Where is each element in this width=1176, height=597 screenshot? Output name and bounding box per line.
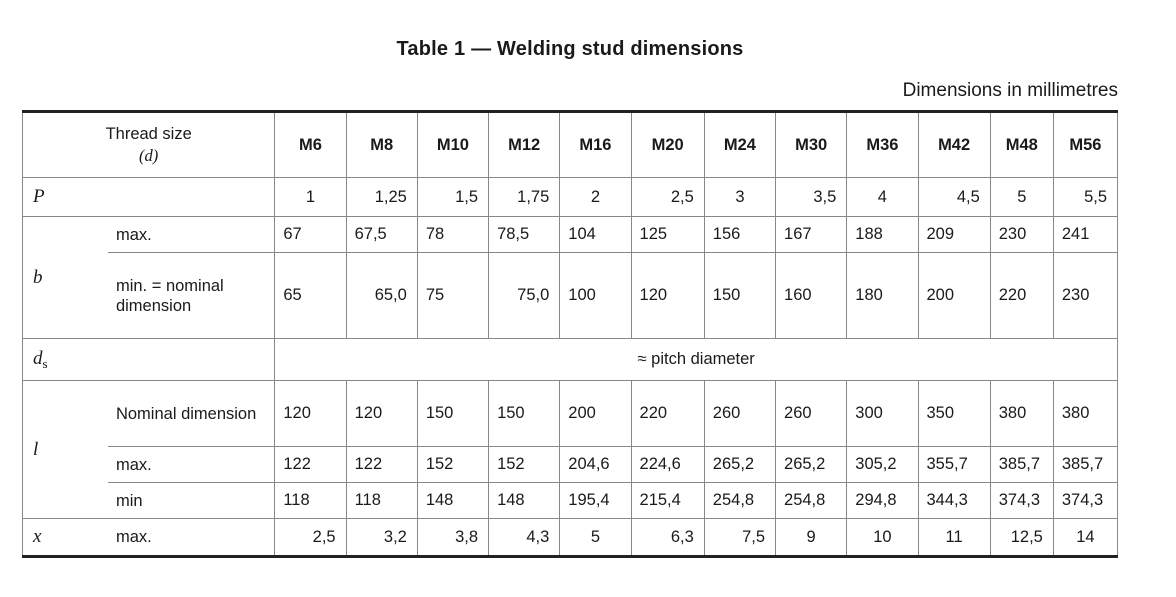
size-header: M6	[275, 112, 346, 178]
b-min-value: 75,0	[489, 253, 560, 339]
p-value: 3,5	[776, 178, 847, 217]
b-max-value: 67,5	[346, 217, 417, 253]
thread-size-label: Thread size	[105, 125, 192, 143]
size-header: M12	[489, 112, 560, 178]
x-value: 3,2	[346, 519, 417, 557]
x-value: 3,8	[417, 519, 488, 557]
ds-symbol-subscript: s	[42, 355, 48, 371]
b-min-value: 65,0	[346, 253, 417, 339]
l-min-value: 254,8	[776, 483, 847, 519]
thread-size-symbol: (d)	[139, 146, 159, 165]
size-header: M10	[417, 112, 488, 178]
table-row-l-nominal	[23, 381, 1118, 447]
table-row-l-max	[23, 447, 1118, 483]
x-value: 11	[918, 519, 990, 557]
p-value: 1	[275, 178, 346, 217]
size-header: M36	[847, 112, 918, 178]
p-value: 2,5	[631, 178, 704, 217]
p-value: 4,5	[918, 178, 990, 217]
thread-size-header	[23, 112, 275, 178]
l-min-value: 374,3	[1053, 483, 1117, 519]
p-value: 1,5	[417, 178, 488, 217]
l-max-value: 224,6	[631, 447, 704, 483]
l-max-label: max.	[108, 447, 275, 483]
b-min-value: 200	[918, 253, 990, 339]
size-header: M20	[631, 112, 704, 178]
x-value: 14	[1053, 519, 1117, 557]
b-max-value: 188	[847, 217, 918, 253]
p-value: 5,5	[1053, 178, 1117, 217]
table-row-l-min	[23, 483, 1118, 519]
units-note: Dimensions in millimetres	[902, 80, 1118, 101]
table-row-b-max	[23, 217, 1118, 253]
l-min-value: 344,3	[918, 483, 990, 519]
header-row	[23, 112, 1118, 178]
x-value: 2,5	[275, 519, 346, 557]
l-min-value: 118	[346, 483, 417, 519]
l-max-value: 305,2	[847, 447, 918, 483]
l-nominal-value: 220	[631, 381, 704, 447]
p-value: 1,25	[346, 178, 417, 217]
l-nominal-value: 350	[918, 381, 990, 447]
b-max-value: 78,5	[489, 217, 560, 253]
b-max-value: 125	[631, 217, 704, 253]
table-row-p	[23, 178, 1118, 217]
p-value: 5	[990, 178, 1053, 217]
b-min-value: 230	[1053, 253, 1117, 339]
l-min-value: 215,4	[631, 483, 704, 519]
l-max-value: 204,6	[560, 447, 631, 483]
l-nominal-value: 150	[417, 381, 488, 447]
b-max-value: 156	[704, 217, 775, 253]
b-min-value: 100	[560, 253, 631, 339]
l-min-value: 195,4	[560, 483, 631, 519]
size-header: M30	[776, 112, 847, 178]
l-max-value: 265,2	[704, 447, 775, 483]
p-value: 4	[847, 178, 918, 217]
l-nominal-value: 200	[560, 381, 631, 447]
x-value: 4,3	[489, 519, 560, 557]
welding-stud-dimensions-table	[22, 110, 1118, 558]
b-max-label: max.	[108, 217, 275, 253]
p-value: 1,75	[489, 178, 560, 217]
x-value: 7,5	[704, 519, 775, 557]
l-nominal-value: 260	[776, 381, 847, 447]
b-min-value: 65	[275, 253, 346, 339]
l-min-value: 148	[417, 483, 488, 519]
size-header: M24	[704, 112, 775, 178]
l-min-value: 294,8	[847, 483, 918, 519]
l-nominal-value: 150	[489, 381, 560, 447]
x-max-label: max.	[108, 519, 275, 557]
x-value: 9	[776, 519, 847, 557]
size-header: M16	[560, 112, 631, 178]
b-min-value: 180	[847, 253, 918, 339]
b-min-value: 75	[417, 253, 488, 339]
ds-symbol	[23, 339, 275, 381]
b-min-value: 160	[776, 253, 847, 339]
table-row-x	[23, 519, 1118, 557]
l-min-label: min	[108, 483, 275, 519]
x-value: 5	[560, 519, 631, 557]
size-header: M48	[990, 112, 1053, 178]
l-max-value: 385,7	[1053, 447, 1117, 483]
b-max-value: 230	[990, 217, 1053, 253]
x-symbol: x	[23, 519, 108, 557]
l-nominal-label: Nominal dimension	[108, 381, 275, 447]
l-min-value: 254,8	[704, 483, 775, 519]
table-title: Table 1 — Welding stud dimensions	[396, 38, 744, 60]
table-row-b-min	[23, 253, 1118, 339]
x-value: 6,3	[631, 519, 704, 557]
b-max-value: 104	[560, 217, 631, 253]
l-nominal-value: 380	[990, 381, 1053, 447]
l-min-value: 374,3	[990, 483, 1053, 519]
table-row-ds	[23, 339, 1118, 381]
b-min-value: 150	[704, 253, 775, 339]
l-max-value: 152	[489, 447, 560, 483]
l-nominal-value: 120	[346, 381, 417, 447]
l-min-value: 148	[489, 483, 560, 519]
p-value: 2	[560, 178, 631, 217]
ds-symbol-main: d	[33, 347, 43, 369]
l-nominal-value: 300	[847, 381, 918, 447]
b-max-value: 78	[417, 217, 488, 253]
size-header: M8	[346, 112, 417, 178]
l-max-value: 152	[417, 447, 488, 483]
l-max-value: 122	[275, 447, 346, 483]
b-max-value: 241	[1053, 217, 1117, 253]
b-max-value: 67	[275, 217, 346, 253]
l-min-value: 118	[275, 483, 346, 519]
p-symbol: P	[23, 178, 275, 217]
l-nominal-value: 380	[1053, 381, 1117, 447]
b-min-value: 120	[631, 253, 704, 339]
b-max-value: 167	[776, 217, 847, 253]
l-nominal-value: 260	[704, 381, 775, 447]
l-max-value: 385,7	[990, 447, 1053, 483]
b-min-value: 220	[990, 253, 1053, 339]
size-header: M42	[918, 112, 990, 178]
x-value: 12,5	[990, 519, 1053, 557]
x-value: 10	[847, 519, 918, 557]
l-nominal-value: 120	[275, 381, 346, 447]
l-max-value: 122	[346, 447, 417, 483]
b-max-value: 209	[918, 217, 990, 253]
size-header: M56	[1053, 112, 1117, 178]
l-max-value: 265,2	[776, 447, 847, 483]
l-max-value: 355,7	[918, 447, 990, 483]
b-symbol: b	[23, 217, 108, 339]
l-symbol: l	[23, 381, 108, 519]
b-min-label: min. = nominal dimension	[108, 253, 275, 339]
ds-span-text: ≈ pitch diameter	[275, 339, 1118, 381]
p-value: 3	[704, 178, 775, 217]
